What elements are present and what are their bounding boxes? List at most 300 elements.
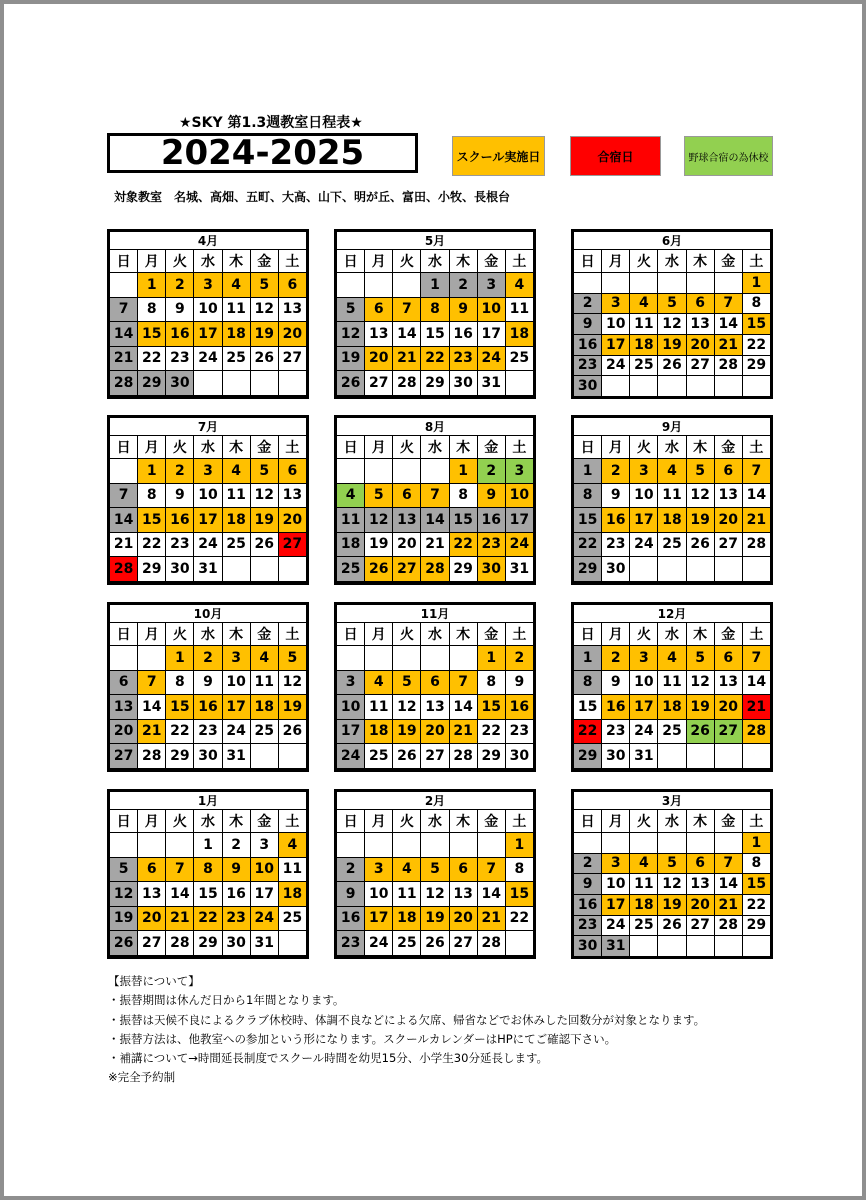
day-cell: 6 (365, 297, 393, 322)
legend-closed-baseball: 野球合宿の為休校 (684, 136, 773, 176)
empty-cell (630, 376, 658, 397)
day-cell: 18 (505, 322, 533, 347)
day-cell: 5 (337, 297, 365, 322)
day-cell: 3 (505, 459, 533, 484)
empty-cell (393, 459, 421, 484)
day-cell: 14 (166, 882, 194, 907)
month-title: 12月 (574, 605, 771, 623)
day-cell: 17 (630, 695, 658, 720)
day-cell: 16 (477, 508, 505, 533)
day-cell: 6 (278, 459, 306, 484)
weekday-header: 金 (250, 623, 278, 646)
day-cell: 9 (574, 314, 602, 335)
weekday-header: 日 (337, 436, 365, 459)
empty-cell (166, 833, 194, 858)
empty-cell (686, 744, 714, 769)
weekday-header: 火 (166, 623, 194, 646)
target-classrooms: 対象教室 名城、高畑、五町、大高、山下、明が丘、富田、小牧、長根台 (114, 190, 511, 204)
day-cell: 9 (222, 857, 250, 882)
day-cell: 2 (166, 273, 194, 298)
day-cell: 5 (365, 483, 393, 508)
day-cell: 25 (250, 719, 278, 744)
day-cell: 13 (686, 874, 714, 895)
day-cell: 23 (449, 346, 477, 371)
empty-cell (278, 371, 306, 396)
day-cell: 15 (742, 874, 770, 895)
day-cell: 16 (222, 882, 250, 907)
empty-cell (686, 833, 714, 854)
day-cell: 19 (421, 906, 449, 931)
day-cell: 18 (393, 906, 421, 931)
empty-cell (110, 273, 138, 298)
empty-cell (630, 768, 658, 770)
weekday-header: 木 (449, 623, 477, 646)
weekday-header: 水 (658, 436, 686, 459)
day-cell: 9 (477, 483, 505, 508)
empty-cell (574, 768, 602, 770)
schedule-subtitle: ★SKY 第1.3週教室日程表★ (179, 115, 363, 131)
weekday-header: 月 (365, 250, 393, 273)
day-cell: 4 (658, 459, 686, 484)
day-cell: 12 (658, 874, 686, 895)
day-cell: 15 (421, 322, 449, 347)
month-title: 4月 (110, 232, 307, 250)
empty-cell (194, 768, 222, 770)
weekday-header: 木 (449, 250, 477, 273)
month-calendar (107, 229, 309, 399)
schedule-page (4, 4, 862, 1196)
day-cell: 12 (421, 882, 449, 907)
empty-cell (574, 833, 602, 854)
empty-cell (194, 581, 222, 583)
weekday-header: 水 (421, 623, 449, 646)
day-cell: 31 (250, 931, 278, 956)
day-cell: 21 (714, 334, 742, 355)
day-cell: 6 (421, 670, 449, 695)
day-cell: 10 (477, 297, 505, 322)
day-cell: 23 (477, 532, 505, 557)
weekday-header: 金 (250, 810, 278, 833)
day-cell: 23 (602, 719, 630, 744)
empty-cell (278, 557, 306, 582)
day-cell: 5 (658, 293, 686, 314)
month-title: 6月 (574, 232, 771, 250)
empty-cell (365, 395, 393, 397)
day-cell: 13 (278, 297, 306, 322)
empty-cell (477, 768, 505, 770)
day-cell: 3 (250, 833, 278, 858)
weekday-header: 月 (602, 810, 630, 833)
empty-cell (278, 744, 306, 769)
month-title: 8月 (337, 418, 534, 436)
day-cell: 14 (477, 882, 505, 907)
day-cell: 9 (505, 670, 533, 695)
day-cell: 6 (686, 853, 714, 874)
empty-cell (505, 931, 533, 956)
empty-cell (714, 376, 742, 397)
month-title: 7月 (110, 418, 307, 436)
day-cell: 28 (110, 371, 138, 396)
day-cell: 8 (138, 483, 166, 508)
empty-cell (477, 833, 505, 858)
day-cell: 26 (421, 931, 449, 956)
weekday-header: 水 (658, 250, 686, 273)
day-cell: 14 (110, 508, 138, 533)
empty-cell (477, 581, 505, 583)
month-title: 9月 (574, 418, 771, 436)
day-cell: 30 (574, 936, 602, 957)
empty-cell (110, 395, 138, 397)
day-cell: 30 (166, 371, 194, 396)
empty-cell (250, 557, 278, 582)
day-cell: 10 (630, 483, 658, 508)
empty-cell (658, 768, 686, 770)
empty-cell (250, 768, 278, 770)
empty-cell (222, 557, 250, 582)
day-cell: 11 (278, 857, 306, 882)
day-cell: 11 (365, 695, 393, 720)
day-cell: 24 (222, 719, 250, 744)
day-cell: 18 (278, 882, 306, 907)
weekday-header: 金 (714, 250, 742, 273)
month-title: 3月 (574, 792, 771, 810)
empty-cell (630, 273, 658, 294)
day-cell: 2 (449, 273, 477, 298)
day-cell: 10 (602, 874, 630, 895)
day-cell: 20 (686, 334, 714, 355)
month-title: 1月 (110, 792, 307, 810)
day-cell: 3 (337, 670, 365, 695)
month-calendar (571, 229, 773, 399)
day-cell: 22 (477, 719, 505, 744)
day-cell: 19 (250, 508, 278, 533)
day-cell: 15 (138, 508, 166, 533)
weekday-header: 水 (658, 623, 686, 646)
day-cell: 12 (250, 297, 278, 322)
month-calendar (571, 789, 773, 959)
day-cell: 25 (393, 931, 421, 956)
weekday-header: 土 (742, 250, 770, 273)
day-cell: 18 (658, 695, 686, 720)
day-cell: 27 (686, 355, 714, 376)
day-cell: 28 (421, 557, 449, 582)
day-cell: 27 (365, 371, 393, 396)
day-cell: 9 (602, 670, 630, 695)
empty-cell (250, 955, 278, 957)
day-cell: 31 (194, 557, 222, 582)
day-cell: 30 (222, 931, 250, 956)
empty-cell (742, 768, 770, 770)
day-cell: 5 (250, 459, 278, 484)
day-cell: 22 (505, 906, 533, 931)
day-cell: 18 (630, 894, 658, 915)
day-cell: 21 (166, 906, 194, 931)
month-calendar (334, 415, 536, 585)
weekday-header: 月 (138, 436, 166, 459)
day-cell: 5 (393, 670, 421, 695)
month-title: 2月 (337, 792, 534, 810)
day-cell: 21 (110, 346, 138, 371)
day-cell: 23 (166, 532, 194, 557)
weekday-header: 木 (686, 623, 714, 646)
empty-cell (393, 273, 421, 298)
day-cell: 1 (449, 459, 477, 484)
day-cell: 6 (449, 857, 477, 882)
day-cell: 8 (421, 297, 449, 322)
empty-cell (658, 936, 686, 957)
weekday-header: 木 (449, 810, 477, 833)
day-cell: 2 (574, 293, 602, 314)
day-cell: 29 (574, 744, 602, 769)
day-cell: 24 (505, 532, 533, 557)
day-cell: 2 (477, 459, 505, 484)
empty-cell (714, 273, 742, 294)
empty-cell (138, 955, 166, 957)
day-cell: 3 (477, 273, 505, 298)
weekday-header: 日 (574, 623, 602, 646)
day-cell: 17 (630, 508, 658, 533)
day-cell: 1 (194, 833, 222, 858)
day-cell: 15 (574, 695, 602, 720)
empty-cell (742, 744, 770, 769)
day-cell: 16 (574, 894, 602, 915)
day-cell: 23 (574, 915, 602, 936)
day-cell: 12 (365, 508, 393, 533)
day-cell: 7 (166, 857, 194, 882)
weekday-header: 土 (505, 250, 533, 273)
empty-cell (658, 744, 686, 769)
weekday-header: 月 (138, 250, 166, 273)
day-cell: 8 (449, 483, 477, 508)
day-cell: 4 (365, 670, 393, 695)
empty-cell (505, 955, 533, 957)
day-cell: 19 (337, 346, 365, 371)
empty-cell (110, 833, 138, 858)
day-cell: 21 (477, 906, 505, 931)
day-cell: 7 (421, 483, 449, 508)
day-cell: 15 (194, 882, 222, 907)
day-cell: 4 (630, 293, 658, 314)
day-cell: 8 (742, 853, 770, 874)
day-cell: 1 (477, 646, 505, 671)
day-cell: 9 (166, 483, 194, 508)
day-cell: 23 (194, 719, 222, 744)
weekday-header: 水 (194, 436, 222, 459)
weekday-header: 日 (337, 810, 365, 833)
weekday-header: 月 (602, 623, 630, 646)
day-cell: 13 (393, 508, 421, 533)
day-cell: 31 (505, 557, 533, 582)
weekday-header: 月 (365, 436, 393, 459)
weekday-header: 日 (110, 810, 138, 833)
month-calendar (334, 602, 536, 772)
day-cell: 20 (138, 906, 166, 931)
weekday-header: 月 (138, 810, 166, 833)
weekday-header: 月 (602, 250, 630, 273)
weekday-header: 金 (250, 250, 278, 273)
day-cell: 12 (393, 695, 421, 720)
day-cell: 26 (658, 915, 686, 936)
empty-cell (110, 581, 138, 583)
day-cell: 28 (742, 719, 770, 744)
empty-cell (166, 581, 194, 583)
day-cell: 12 (686, 670, 714, 695)
day-cell: 19 (393, 719, 421, 744)
day-cell: 2 (166, 459, 194, 484)
empty-cell (365, 459, 393, 484)
day-cell: 26 (393, 744, 421, 769)
day-cell: 15 (166, 695, 194, 720)
day-cell: 9 (602, 483, 630, 508)
empty-cell (278, 955, 306, 957)
weekday-header: 月 (365, 810, 393, 833)
day-cell: 20 (278, 322, 306, 347)
empty-cell (686, 273, 714, 294)
day-cell: 23 (602, 532, 630, 557)
day-cell: 26 (658, 355, 686, 376)
day-cell: 30 (505, 744, 533, 769)
weekday-header: 金 (477, 810, 505, 833)
empty-cell (337, 768, 365, 770)
day-cell: 11 (337, 508, 365, 533)
day-cell: 28 (714, 915, 742, 936)
day-cell: 26 (337, 371, 365, 396)
day-cell: 31 (602, 936, 630, 957)
day-cell: 5 (686, 459, 714, 484)
weekday-header: 土 (278, 436, 306, 459)
day-cell: 27 (714, 719, 742, 744)
empty-cell (250, 371, 278, 396)
day-cell: 15 (742, 314, 770, 335)
empty-cell (393, 395, 421, 397)
day-cell: 1 (574, 646, 602, 671)
day-cell: 17 (505, 508, 533, 533)
day-cell: 30 (574, 376, 602, 397)
day-cell: 20 (365, 346, 393, 371)
day-cell: 29 (742, 355, 770, 376)
day-cell: 17 (602, 894, 630, 915)
day-cell: 25 (630, 355, 658, 376)
day-cell: 8 (574, 670, 602, 695)
day-cell: 3 (602, 293, 630, 314)
day-cell: 6 (686, 293, 714, 314)
day-cell: 11 (393, 882, 421, 907)
empty-cell (337, 833, 365, 858)
day-cell: 28 (166, 931, 194, 956)
empty-cell (658, 557, 686, 582)
weekday-header: 火 (630, 623, 658, 646)
empty-cell (337, 646, 365, 671)
day-cell: 27 (421, 744, 449, 769)
day-cell: 27 (686, 915, 714, 936)
day-cell: 4 (278, 833, 306, 858)
day-cell: 3 (194, 273, 222, 298)
day-cell: 23 (337, 931, 365, 956)
weekday-header: 日 (574, 436, 602, 459)
empty-cell (602, 833, 630, 854)
day-cell: 22 (574, 719, 602, 744)
day-cell: 22 (421, 346, 449, 371)
day-cell: 23 (505, 719, 533, 744)
day-cell: 25 (337, 557, 365, 582)
day-cell: 31 (630, 744, 658, 769)
weekday-header: 月 (602, 436, 630, 459)
day-cell: 16 (449, 322, 477, 347)
weekday-header: 土 (278, 623, 306, 646)
day-cell: 12 (250, 483, 278, 508)
month-calendar (107, 415, 309, 585)
day-cell: 29 (449, 557, 477, 582)
empty-cell (337, 395, 365, 397)
weekday-header: 金 (477, 250, 505, 273)
empty-cell (278, 581, 306, 583)
day-cell: 16 (194, 695, 222, 720)
day-cell: 11 (222, 297, 250, 322)
empty-cell (337, 581, 365, 583)
weekday-header: 金 (714, 436, 742, 459)
day-cell: 29 (194, 931, 222, 956)
weekday-header: 日 (574, 250, 602, 273)
empty-cell (449, 646, 477, 671)
day-cell: 18 (222, 508, 250, 533)
day-cell: 20 (714, 695, 742, 720)
day-cell: 6 (714, 459, 742, 484)
day-cell: 1 (505, 833, 533, 858)
day-cell: 27 (278, 532, 306, 557)
day-cell: 17 (194, 508, 222, 533)
weekday-header: 火 (630, 436, 658, 459)
day-cell: 26 (365, 557, 393, 582)
day-cell: 13 (421, 695, 449, 720)
weekday-header: 火 (393, 810, 421, 833)
weekday-header: 土 (505, 623, 533, 646)
day-cell: 8 (138, 297, 166, 322)
weekday-header: 日 (110, 250, 138, 273)
day-cell: 26 (686, 719, 714, 744)
day-cell: 29 (574, 557, 602, 582)
day-cell: 28 (714, 355, 742, 376)
day-cell: 3 (365, 857, 393, 882)
day-cell: 17 (337, 719, 365, 744)
empty-cell (421, 459, 449, 484)
weekday-header: 土 (742, 436, 770, 459)
weekday-header: 水 (421, 810, 449, 833)
day-cell: 2 (602, 646, 630, 671)
day-cell: 19 (686, 508, 714, 533)
day-cell: 12 (337, 322, 365, 347)
weekday-header: 金 (714, 810, 742, 833)
empty-cell (630, 581, 658, 583)
day-cell: 20 (714, 508, 742, 533)
day-cell: 11 (505, 297, 533, 322)
day-cell: 30 (166, 557, 194, 582)
day-cell: 5 (421, 857, 449, 882)
day-cell: 27 (278, 346, 306, 371)
day-cell: 7 (742, 646, 770, 671)
day-cell: 27 (138, 931, 166, 956)
day-cell: 13 (110, 695, 138, 720)
empty-cell (278, 931, 306, 956)
day-cell: 27 (393, 557, 421, 582)
empty-cell (449, 395, 477, 397)
empty-cell (365, 833, 393, 858)
day-cell: 18 (222, 322, 250, 347)
empty-cell (110, 646, 138, 671)
day-cell: 29 (421, 371, 449, 396)
day-cell: 23 (166, 346, 194, 371)
empty-cell (449, 581, 477, 583)
day-cell: 11 (630, 874, 658, 895)
